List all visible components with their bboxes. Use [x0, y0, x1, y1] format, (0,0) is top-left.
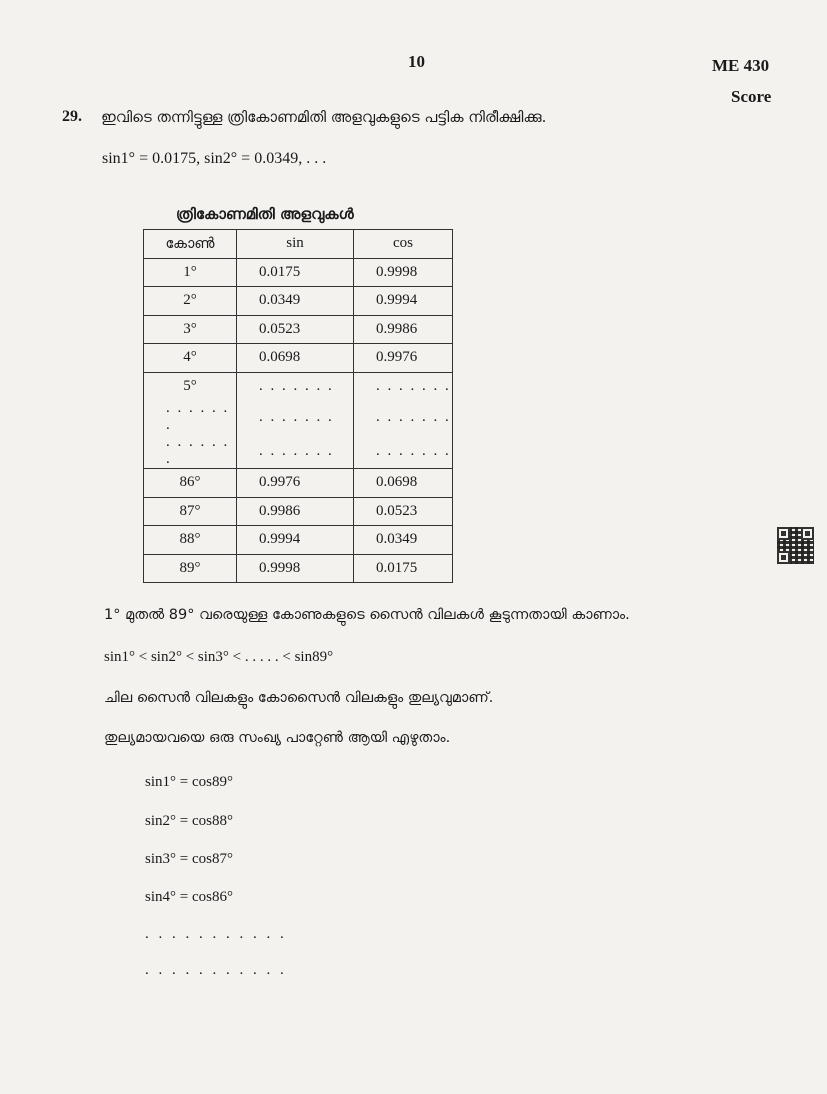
- question-number: 29.: [62, 108, 82, 125]
- sin-inequality: sin1° < sin2° < sin3° < . . . . . < sin89°: [104, 649, 334, 665]
- equation: sin1° = cos89°: [145, 774, 233, 790]
- equation: sin3° = cos87°: [145, 851, 233, 867]
- table-row: [144, 372, 453, 400]
- table-row: [144, 287, 453, 316]
- dots-line: . . . . . . . . . . .: [145, 962, 287, 978]
- sin-cell: 0.0523: [237, 315, 354, 344]
- cos-cell: . . . . . . .: [354, 400, 453, 434]
- cos-cell: 0.0349: [354, 526, 453, 555]
- angle-cell: . . . . . . .: [144, 434, 237, 469]
- dots-line: . . . . . . . . . . .: [145, 926, 287, 942]
- cos-cell: 0.0698: [354, 469, 453, 498]
- equation: sin4° = cos86°: [145, 889, 233, 905]
- pattern-note: തുല്യമായവയെ ഒരു സംഖ്യ പാറ്റേൺ ആയി എഴുതാം.: [104, 730, 451, 746]
- sin-cell: . . . . . . .: [237, 434, 354, 469]
- angle-cell: 3°: [144, 315, 237, 344]
- trig-table: [143, 229, 453, 583]
- sin-cell: . . . . . . .: [237, 400, 354, 434]
- score-label: Score: [731, 87, 772, 106]
- header-angle: കോൺ: [144, 230, 237, 259]
- angle-cell: 89°: [144, 554, 237, 583]
- angle-cell: 2°: [144, 287, 237, 316]
- qr-code: [777, 527, 814, 564]
- equality-note: ചില സൈൻ വിലകളും കോസൈൻ വിലകളും തുല്യവുമാണ്.: [104, 690, 494, 706]
- table-row: [144, 497, 453, 526]
- table-row: [144, 344, 453, 373]
- header-cos: cos: [354, 230, 453, 259]
- sin-cell: 0.9994: [237, 526, 354, 555]
- qr-finder: [801, 527, 814, 540]
- table-row: [144, 315, 453, 344]
- angle-cell: 1°: [144, 258, 237, 287]
- table-row: [144, 258, 453, 287]
- sin-cell: 0.9998: [237, 554, 354, 583]
- table-row: [144, 434, 453, 469]
- paper-code: ME 430: [712, 56, 770, 75]
- cos-cell: 0.9998: [354, 258, 453, 287]
- cos-cell: . . . . . . .: [354, 372, 453, 400]
- angle-cell: 86°: [144, 469, 237, 498]
- qr-finder: [777, 551, 790, 564]
- table-row: [144, 554, 453, 583]
- angle-cell: 88°: [144, 526, 237, 555]
- cos-cell: 0.0523: [354, 497, 453, 526]
- qr-finder: [777, 527, 790, 540]
- page-number: 10: [408, 52, 425, 71]
- sin-cell: . . . . . . .: [237, 372, 354, 400]
- sin-cell: 0.0349: [237, 287, 354, 316]
- sin-values-line: sin1° = 0.0175, sin2° = 0.0349, . . .: [102, 150, 327, 167]
- cos-cell: 0.0175: [354, 554, 453, 583]
- sin-cell: 0.9986: [237, 497, 354, 526]
- angle-cell: 5°: [144, 372, 237, 400]
- table-title: ത്രികോണമിതി അളവുകൾ: [176, 205, 354, 223]
- table-header-row: [144, 230, 453, 259]
- angle-cell: 87°: [144, 497, 237, 526]
- table-row: [144, 526, 453, 555]
- sin-cell: 0.0175: [237, 258, 354, 287]
- cos-cell: 0.9986: [354, 315, 453, 344]
- header-sin: sin: [237, 230, 354, 259]
- angle-cell: 4°: [144, 344, 237, 373]
- observation-text: 1° മുതൽ 89° വരെയുള്ള കോണുകളുടെ സൈൻ വിലകൾ കൂടുന്നതായി കാണാം.: [104, 607, 630, 623]
- angle-cell: . . . . . . .: [144, 400, 237, 434]
- table-row: [144, 400, 453, 434]
- table-row: [144, 469, 453, 498]
- cos-cell: 0.9994: [354, 287, 453, 316]
- sin-cell: 0.0698: [237, 344, 354, 373]
- equation: sin2° = cos88°: [145, 813, 233, 829]
- sin-cell: 0.9976: [237, 469, 354, 498]
- question-intro: ഇവിടെ തന്നിട്ടുള്ള ത്രികോണമിതി അളവുകളുടെ പട്ടിക നിരീക്ഷിക്കു.: [101, 108, 547, 126]
- cos-cell: 0.9976: [354, 344, 453, 373]
- cos-cell: . . . . . . .: [354, 434, 453, 469]
